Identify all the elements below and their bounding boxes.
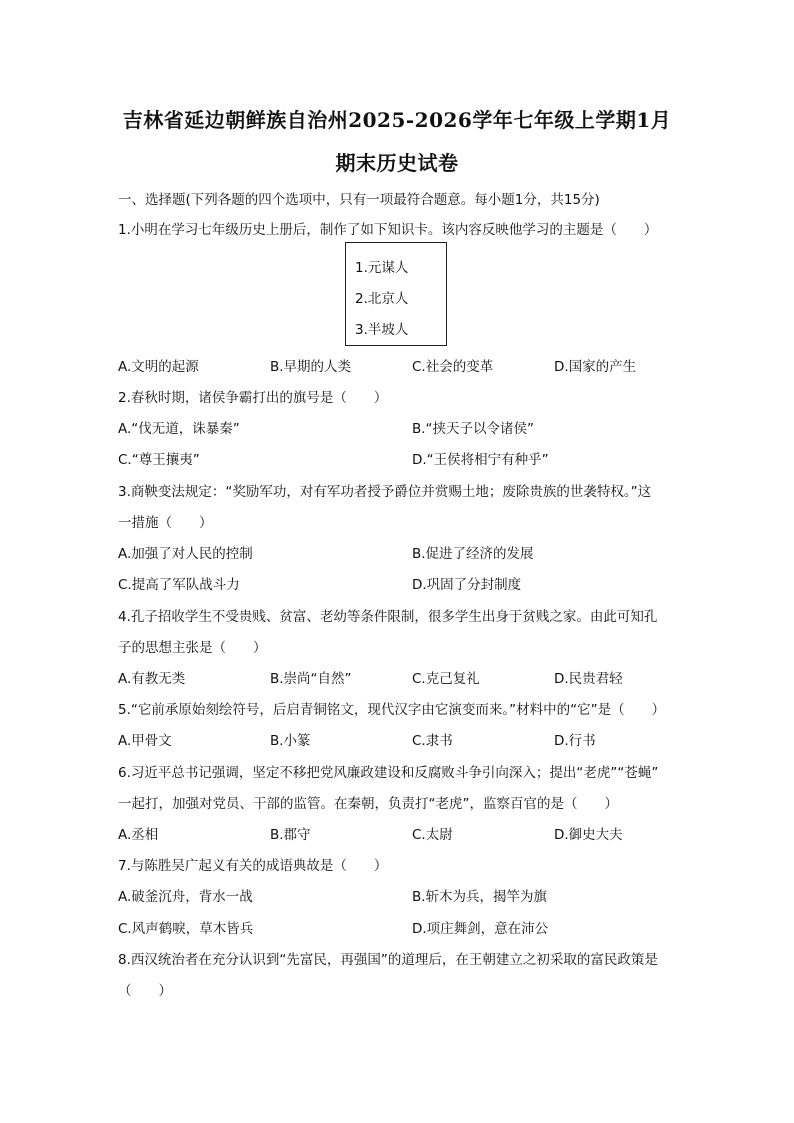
knowledge-card [345,242,447,346]
q7-option-d: D.项庄舞剑，意在沛公 [412,921,549,937]
question-8-stem-line1: 8.西汉统治者在充分认识到“先富民，再强国”的道理后，在王朝建立之初采取的富民政策是 [118,952,658,968]
question-4-stem-line2: 子的思想主张是（ ） [118,640,267,656]
card-item-2: 2.北京人 [355,291,409,307]
q4-option-d: D.民贵君轻 [554,671,623,687]
q5-option-a: A.甲骨文 [118,733,172,749]
q2-option-c: C.“尊王攘夷” [118,452,200,468]
question-3-stem-line2: 一措施（ ） [118,515,213,531]
exam-title-line2: 期末历史试卷 [335,151,459,175]
card-item-3: 3.半坡人 [355,322,409,338]
q4-option-b: B.崇尚“自然” [270,671,352,687]
question-3-stem-line1: 3.商鞅变法规定：“奖励军功，对有军功者授予爵位并赏赐土地；废除贵族的世袭特权。”这 [118,484,652,500]
question-5-stem: 5.“它前承原始刻绘符号，后启青铜铭文，现代汉字由它演变而来。”材料中的“它”是（ ） [118,702,666,718]
q1-option-a: A.文明的起源 [118,359,199,375]
q3-option-a: A.加强了对人民的控制 [118,546,253,562]
question-7-stem: 7.与陈胜吴广起义有关的成语典故是（ ） [118,858,388,874]
q3-option-d: D.巩固了分封制度 [412,577,522,593]
q1-option-d: D.国家的产生 [554,359,637,375]
q2-option-d: D.“王侯将相宁有种乎” [412,452,549,468]
q3-option-c: C.提高了军队战斗力 [118,577,240,593]
q6-option-c: C.太尉 [412,827,453,843]
q2-option-b: B.“挟天子以令诸侯” [412,421,535,437]
q6-option-d: D.御史大夫 [554,827,623,843]
q7-option-b: B.斩木为兵，揭竿为旗 [412,889,548,905]
question-4-stem-line1: 4.孔子招收学生不受贵贱、贫富、老幼等条件限制，很多学生出身于贫贱之家。由此可知孔 [118,609,658,625]
question-1-stem: 1.小明在学习七年级历史上册后，制作了如下知识卡。该内容反映他学习的主题是（ ） [118,222,658,238]
q5-option-c: C.隶书 [412,733,453,749]
question-6-stem-line1: 6.习近平总书记强调，坚定不移把党风廉政建设和反腐败斗争引向深入；提出“老虎”“苍蝇” [118,765,659,781]
exam-title-line1: 吉林省延边朝鲜族自治州2025-2026学年七年级上学期1月 [122,108,672,132]
card-item-1: 1.元谋人 [355,260,409,276]
q5-option-b: B.小篆 [270,733,311,749]
q2-option-a: A.“伐无道，诛暴秦” [118,421,240,437]
q1-option-c: C.社会的变革 [412,359,494,375]
q6-option-a: A.丞相 [118,827,159,843]
question-2-stem: 2.春秋时期，诸侯争霸打出的旗号是（ ） [118,390,388,406]
q1-option-b: B.早期的人类 [270,359,352,375]
q7-option-a: A.破釜沉舟，背水一战 [118,889,253,905]
q6-option-b: B.郡守 [270,827,311,843]
question-8-stem-line2: （ ） [118,983,172,999]
q3-option-b: B.促进了经济的发展 [412,546,534,562]
q4-option-a: A.有教无类 [118,671,186,687]
q4-option-c: C.克己复礼 [412,671,480,687]
q5-option-d: D.行书 [554,733,596,749]
section-heading: 一、选择题(下列各题的四个选项中，只有一项最符合题意。每小题1分，共15分) [118,192,600,208]
question-6-stem-line2: 一起打，加强对党员、干部的监管。在秦朝，负责打“老虎”，监察百官的是（ ） [118,796,618,812]
q7-option-c: C.风声鹤唳，草木皆兵 [118,921,254,937]
